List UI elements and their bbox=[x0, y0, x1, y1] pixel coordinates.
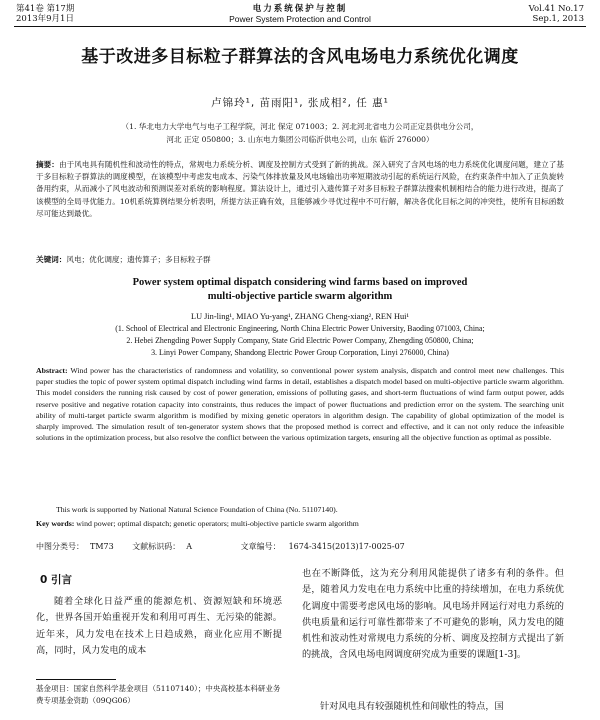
affiliation-en-2: 2. Hebei Zhengding Power Supply Company, State Grid Electric Power Company, Zhengding 050800, China; bbox=[126, 336, 474, 345]
header-date: 2013年9月1日 bbox=[16, 14, 74, 24]
journal-name-cn: 电力系统保护与控制 bbox=[252, 4, 348, 14]
abstract-en-text: Wind power has the characteristics of randomness and volatility, so conventional power system analysis, dispatch and control meet new challenges. This paper studies the topic of power system optimal dispatch including wind farms in detail, establishes a dispatch model based on multi-objective particle swarm algorithm. This model considers the running risk caused by cost of power generation, emissions of polluting gases, and short-term fluctuations of wind farm output power, adds reserve positive and negative rotation capacity into constraints, thus reduces the impact of power fluctuations and prediction error on the system. The searching unit ability of multi-target particle swarm algorithm is modified by mixing genetic operators in algorithm design. The capability of global optimization of the model is sharply improved. The simulation result of ten-generator system shows that the proposed method is correct and effective, and it can not only reduce the infeasible solutions in the optimization process, but also resolve the conflict between the various optimization targets, ensuring all the objective function as optimal as possible. bbox=[36, 366, 564, 443]
article-no-label: 文章编号： bbox=[240, 542, 281, 551]
right-column-paragraph-1: 也在不断降低，这为充分利用风能提供了诸多有利的条件。但是，随着风力发电在电力系统中比重的持续增加，在电力系统优化调度中需要考虑风电场的影响。风电场并网运行对电力系统的供电质量和运行可靠性都带来了不可避免的影响，风力发电的随机性和波动性对常规电力系统的分析、调度及控制方式提出了新的挑战，含风电场电网调度研究成为重要的课题[1-3]。 bbox=[302, 568, 564, 661]
clc-value: TM73 bbox=[90, 542, 114, 551]
abstract-cn-label: 摘要： bbox=[36, 160, 59, 169]
abstract-en bbox=[36, 365, 564, 501]
title-en-line1: Power system optimal dispatch considering wind farms based on improved bbox=[132, 277, 468, 288]
header-date-en: Sep.1, 2013 bbox=[532, 14, 584, 24]
keywords-cn bbox=[36, 254, 211, 266]
affiliation-en-3: 3. Linyi Power Company, Shandong Electric Power Group Corporation, Linyi 276000, China) bbox=[151, 348, 449, 357]
classification-line bbox=[36, 541, 405, 552]
authors-en: LU Jin-ling¹, MIAO Yu-yang¹, ZHANG Cheng-xiang², REN Hui¹ bbox=[191, 312, 409, 321]
header-volume: 第41卷 第17期 bbox=[16, 4, 75, 14]
keywords-cn-text: 风电；优化调度；遗传算子；多目标粒子群 bbox=[66, 255, 211, 264]
left-column-paragraph: 随着全球化日益严重的能源危机、资源短缺和环境恶化，世界各国开始重视开发和利用可再生、无污染的能源。近年来，风力发电在技术上日趋成熟，商业化应用不断提高，同时，风力发电的成本 bbox=[36, 596, 282, 656]
doc-code-label: 文献标识码： bbox=[132, 542, 181, 551]
abstract-cn bbox=[36, 159, 564, 257]
affiliation-en-1: (1. School of Electrical and Electronic Engineering, North China Electric Power University, Baoding 071003, China; bbox=[115, 324, 485, 333]
clc-label: 中图分类号： bbox=[36, 542, 84, 551]
keywords-cn-label: 关键词： bbox=[36, 255, 67, 264]
header-vol-en: Vol.41 No.17 bbox=[528, 4, 584, 14]
section-0-title: 0 引言 bbox=[40, 574, 72, 586]
right-column-paragraph-2: 针对风电具有较强随机性和间歇性的特点，国 bbox=[320, 701, 504, 712]
footnote-rule bbox=[36, 679, 116, 680]
journal-name-en: Power System Protection and Control bbox=[229, 14, 371, 24]
keywords-en-text: wind power; optimal dispatch; genetic operators; multi-objective particle swarm algorithm bbox=[76, 519, 359, 528]
support-note: This work is supported by National Natural Science Foundation of China (No. 51107140). bbox=[56, 505, 338, 514]
header-rule bbox=[14, 26, 586, 27]
abstract-cn-text: 由于风电具有随机性和波动性的特点，常规电力系统分析、调度及控制方式受到了新的挑战。深入研究了含风电场的电力系统优化调度问题，建立了基于多目标粒子群算法的调度模型，在该模型中考虑发电成本、污染气体排放量及风电场输出功率短期波动引起的系统运行风险，在约束条件中加入了正负旋转备用约束，从而减小了风电波动和预测误差对系统的影响程度。算法设计上，通过引入遗传算子对多目标粒子群算法搜索机制相结合的能力进行改进，提高了该模型的全局寻优能力。10机系统算例结果分析表明，所提方法正确有效，且能够减少寻优过程中不可行解，解决各优化目标之间的冲突性，使所有目标函数尽可能达到最优。 bbox=[36, 160, 564, 218]
abstract-en-label: Abstract: bbox=[36, 366, 68, 375]
keywords-en-label: Key words: bbox=[36, 519, 75, 528]
affiliation-cn-2: 河北 正定 050800；3. 山东电力集团公司临沂供电公司，山东 临沂 276000） bbox=[166, 135, 434, 144]
affiliation-cn-1: （1. 华北电力大学电气与电子工程学院，河北 保定 071003；2. 河北河北省电力公司正定县供电分公司， bbox=[121, 122, 479, 131]
article-no-value: 1674-3415(2013)17-0025-07 bbox=[288, 542, 405, 551]
title-en-line2: multi-objective particle swarm algorithm bbox=[207, 291, 393, 302]
footnote: 基金项目：国家自然科学基金项目（51107140）；中央高校基本科研业务费专项基金资助（09QG06） bbox=[36, 684, 281, 705]
keywords-en bbox=[36, 518, 359, 529]
authors-cn: 卢锦玲¹, 苗雨阳¹, 张成相², 任 惠¹ bbox=[211, 97, 389, 109]
doc-code-value: A bbox=[186, 542, 193, 551]
page-title: 基于改进多目标粒子群算法的含风电场电力系统优化调度 bbox=[81, 47, 519, 67]
